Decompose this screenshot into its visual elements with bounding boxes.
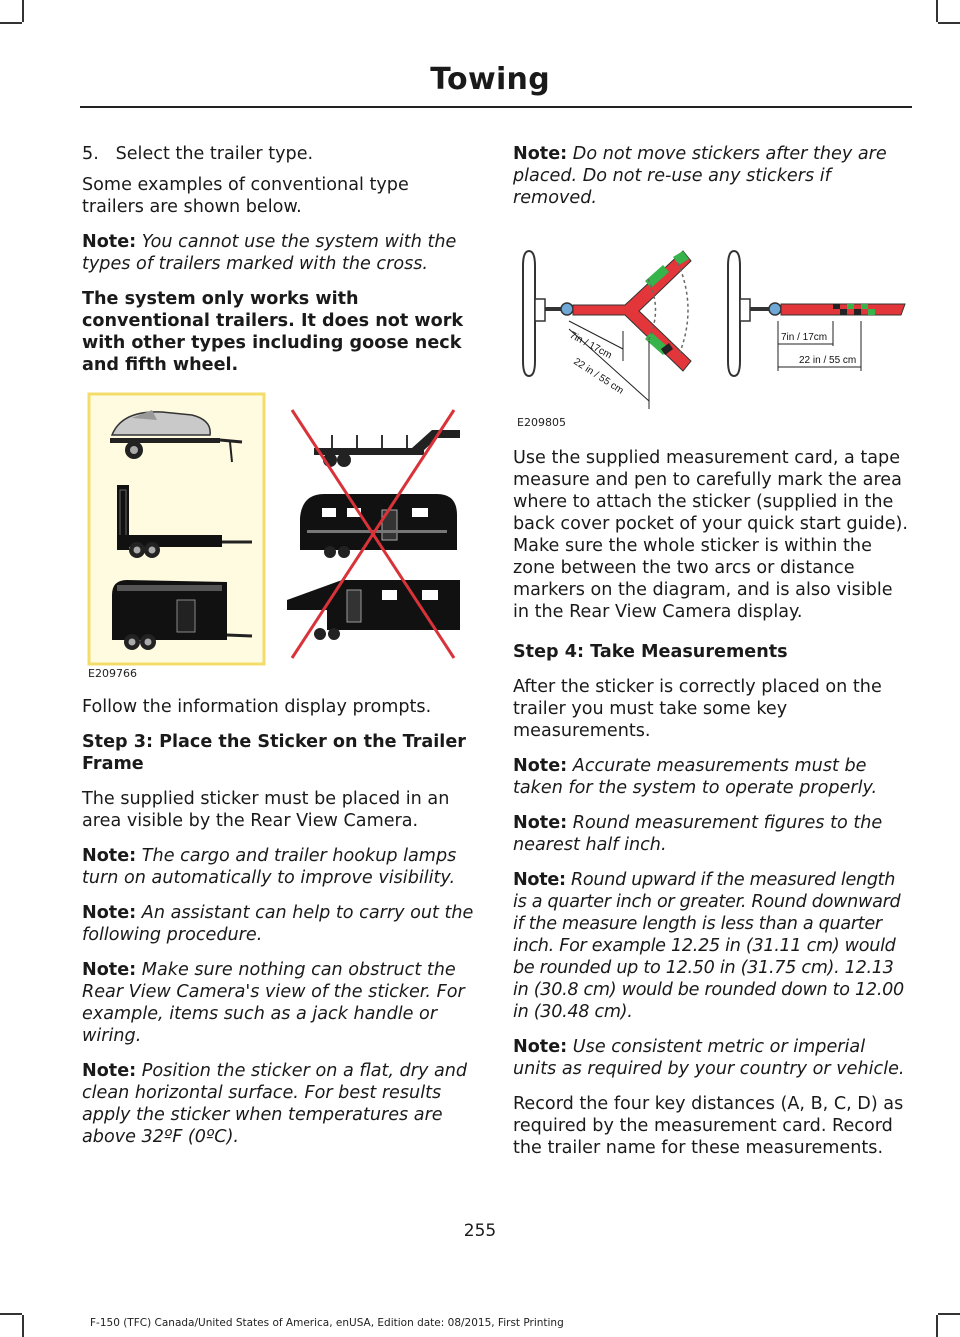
examples-text: Some examples of conventional type trailers are shown below.	[82, 175, 409, 217]
note-text: Make sure nothing can obstruct the Rear View Camera's view of the sticker. For example, items such as a jack handle or wiring.	[82, 960, 465, 1046]
left-column	[82, 143, 474, 1161]
conventional-warning: The system only works with conventional trailers. It does not work with other types including goose neck and fifth wheel.	[82, 289, 464, 375]
note-label: Note:	[82, 232, 137, 252]
page-title: Towing	[430, 62, 550, 97]
measurement-card-text: Use the supplied measurement card, a tape measure and pen to carefully mark the area where to attach the sticker (supplied in the back cover pocket of your quick start guide). Make sure the whole sticker is within the zone between the two arcs or distance markers on the diagram, and is also visible in the Rear View Camera display.	[513, 448, 908, 622]
crop-mark	[0, 1313, 22, 1315]
footer-edition: F-150 (TFC) Canada/United States of America, enUSA, Edition date: 08/2015, First Printing	[90, 1317, 564, 1329]
trailer-types-illustration	[82, 390, 474, 680]
note-text: Do not move stickers after they are placed. Do not re-use any stickers if removed.	[513, 144, 887, 208]
crop-mark	[936, 1315, 938, 1337]
note-label: Note:	[82, 1061, 137, 1081]
note-text: Accurate measurements must be taken for the system to operate properly.	[513, 756, 878, 798]
note-label: Note:	[82, 903, 137, 923]
v-short-measure: 7in / 17cm	[567, 329, 614, 362]
crop-mark	[938, 22, 960, 24]
v-long-measure: 22 in / 55 cm	[571, 356, 626, 397]
sticker-placement-text: The supplied sticker must be placed in an area visible by the Rear View Camera.	[82, 789, 450, 831]
note-stickers	[513, 143, 908, 209]
figure-label: E209805	[517, 416, 566, 429]
s-long-measure: 22 in / 55 cm	[799, 355, 857, 366]
after-sticker-text: After the sticker is correctly placed on the trailer you must take some key measurements.	[513, 677, 882, 741]
step-4-heading: Step 4: Take Measurements	[513, 642, 788, 662]
note-text: Use consistent metric or imperial units as required by your country or vehicle.	[513, 1037, 905, 1079]
note-label: Note:	[513, 756, 568, 776]
note-label: Note:	[82, 960, 137, 980]
note-accurate	[513, 755, 908, 799]
right-column	[513, 143, 908, 1172]
step-3-heading: Step 3: Place the Sticker on the Trailer Frame	[82, 732, 466, 774]
follow-prompts: Follow the information display prompts.	[82, 697, 432, 717]
note-label: Note:	[513, 1037, 568, 1057]
note-text: Round upward if the measured length is a quarter inch or greater. Round downward if the measure length is less than a quarter inch. For example 12.25 in (31.11 cm) would be rounded up to 12.50 in (31.75 cm). 12.13 in (30.8 cm) would be rounded down to 12.00 in (30.48 cm).	[513, 870, 904, 1022]
step-5: 5. Select the trailer type.	[82, 144, 314, 164]
v-frame-diagram	[523, 251, 691, 409]
record-distances-text: Record the four key distances (A, B, C, D) as required by the measurement card. Record the trailer name for these measurements.	[513, 1094, 904, 1158]
note-assistant	[82, 902, 474, 946]
note-cross	[82, 231, 474, 275]
note-round-half	[513, 812, 908, 856]
crop-mark	[22, 1315, 24, 1337]
note-text: An assistant can help to carry out the following procedure.	[82, 903, 474, 945]
header-divider	[80, 106, 912, 108]
crop-mark	[22, 0, 24, 22]
crop-mark	[938, 1313, 960, 1315]
trailer-types-figure	[82, 390, 474, 680]
note-text: Position the sticker on a flat, dry and clean horizontal surface. For best results apply the sticker when temperatures are above 32ºF (0ºC).	[82, 1061, 468, 1147]
sticker-zone-diagram	[513, 231, 908, 429]
note-text: The cargo and trailer hookup lamps turn on automatically to improve visibility.	[82, 846, 457, 888]
note-surface	[82, 1060, 474, 1148]
note-text: Round measurement figures to the nearest half inch.	[513, 813, 883, 855]
note-units	[513, 1036, 908, 1080]
sticker-zone-figure	[513, 231, 908, 429]
note-lamps	[82, 845, 474, 889]
note-label: Note:	[513, 144, 568, 164]
crop-mark	[0, 22, 22, 24]
page-number: 255	[463, 1221, 497, 1241]
s-short-measure: 7in / 17cm	[781, 332, 828, 343]
figure-label: E209766	[88, 667, 137, 680]
note-round-example	[513, 869, 908, 1023]
note-text: You cannot use the system with the types of trailers marked with the cross.	[82, 232, 457, 274]
note-label: Note:	[82, 846, 137, 866]
note-obstruct	[82, 959, 474, 1047]
note-label: Note:	[513, 813, 568, 833]
crop-mark	[936, 0, 938, 22]
fifth-wheel-trailer	[287, 580, 460, 640]
straight-frame-diagram	[728, 251, 905, 376]
note-label: Note:	[513, 870, 566, 890]
